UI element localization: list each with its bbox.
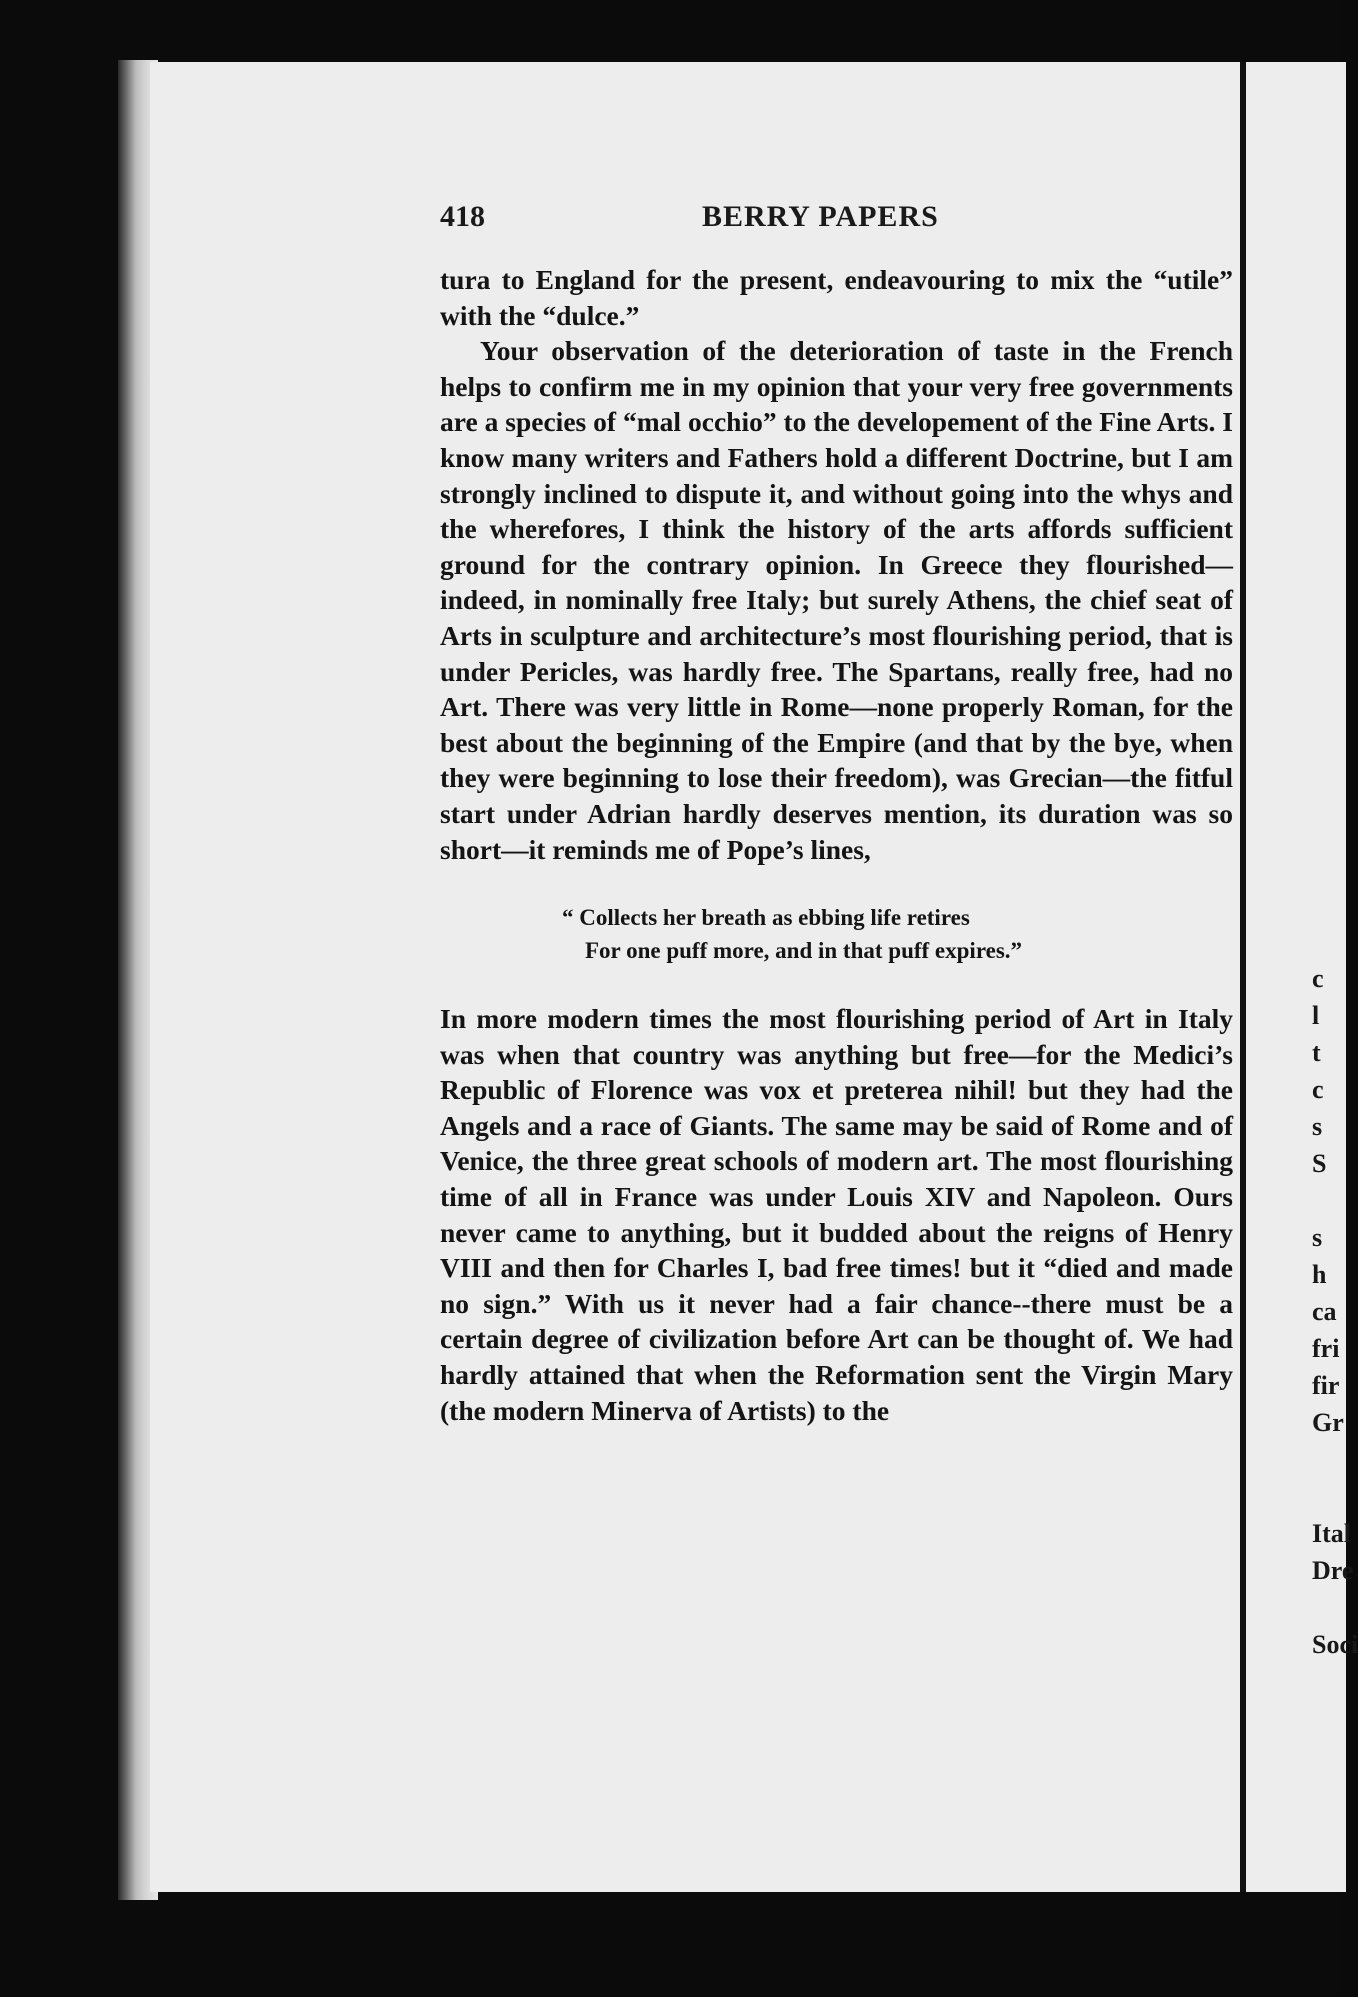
- facing-page-fragment: ca: [1312, 1297, 1337, 1326]
- paragraph-1: tura to England for the present, endeavouring to mix the “utile” with the “dulce.”: [440, 264, 1233, 331]
- facing-page-fragment: Dre: [1312, 1556, 1354, 1585]
- verse-quotation: [440, 901, 1233, 967]
- facing-page-fragment: Ital: [1312, 1519, 1351, 1548]
- facing-page-fragment: c: [1312, 964, 1324, 993]
- facing-page-fragment: [1312, 1182, 1342, 1219]
- paragraph-3: In more modern times the most flourishing period of Art in Italy was when that country was anything but free—for the Medici’s Republic of Florence was vox et preterea nihil! but they had the Angels and a race of Giants. The same may be said of Rome and of Venice, the three great schools of modern art. The most flourishing time of all in France was under Louis XIV and Napoleon. Ours never came to anything, but it budded about the reigns of Henry VIII and then for Charles I, bad free times! but it “died and made no sign.” With us it never had a fair chance--there must be a certain degree of civilization before Art can be thought of. We had hardly attained that when the Reformation sent the Virgin Mary (the modern Minerva of Artists) to the: [440, 1003, 1233, 1426]
- facing-page-fragment: [1312, 1441, 1342, 1478]
- facing-page-fragment: S: [1312, 1149, 1327, 1178]
- facing-page-fragment: fri: [1312, 1334, 1340, 1363]
- page-number: 418: [440, 200, 485, 233]
- facing-page-text-fragments: [1312, 960, 1358, 1663]
- facing-page-fragment: [1312, 1478, 1342, 1515]
- facing-page-fragment: s: [1312, 1112, 1323, 1141]
- verse-line-1: “ Collects her breath as ebbing life retires: [562, 905, 970, 931]
- facing-page-fragment: s: [1312, 1223, 1323, 1252]
- body-text: [440, 262, 1233, 1428]
- facing-page-fragment: t: [1312, 1038, 1321, 1067]
- running-head: BERRY PAPERS: [702, 200, 939, 233]
- verse-line-2: For one puff more, and in that puff expires.”: [585, 938, 1023, 964]
- facing-page-fragment: h: [1312, 1260, 1327, 1289]
- facing-page-fragment: [1312, 1589, 1342, 1626]
- paragraph-2: Your observation of the deterioration of taste in the French helps to confirm me in my opinion that your very free governments are a species of “mal occhio” to the developement of the Fine Arts. I know many writers and Fathers hold a different Doctrine, but I am strongly inclined to dispute it, and without going into the whys and the wherefores, I think the history of the arts affords sufficient ground for the contrary opinion. In Greece they flourished—indeed, in nominally free Italy; but surely Athens, the chief seat of Arts in sculpture and architecture’s most flourishing period, that is under Pericles, was hardly free. The Spartans, really free, had no Art. There was very little in Rome—none properly Roman, for the best about the beginning of the Empire (and that by the bye, when they were beginning to lose their freedom), was Grecian—the fitful start under Adrian hardly deserves mention, its duration was so short—it reminds me of Pope’s lines,: [440, 335, 1233, 865]
- facing-page-fragment: Gr: [1312, 1408, 1344, 1437]
- facing-page-fragment: l: [1312, 1001, 1320, 1030]
- facing-page-fragment: c: [1312, 1075, 1324, 1104]
- facing-page-fragment: fir: [1312, 1371, 1340, 1400]
- facing-page-fragment: Soci: [1312, 1630, 1358, 1659]
